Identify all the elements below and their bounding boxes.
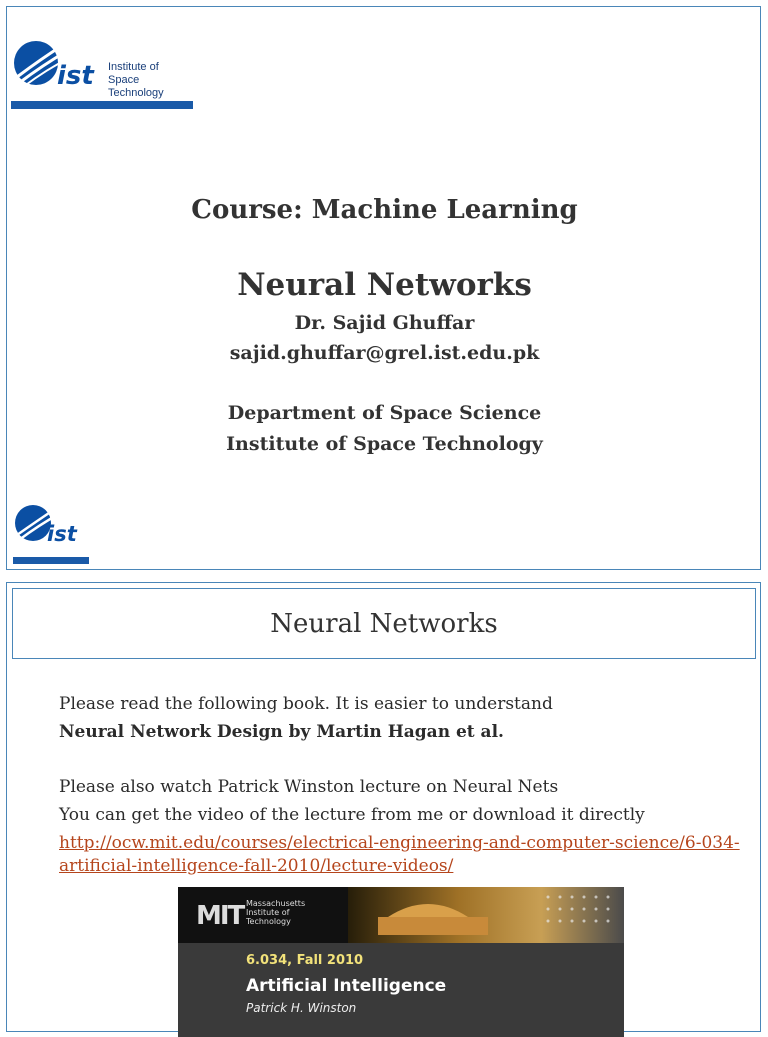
slide-title: Neural Networks	[12, 588, 756, 659]
lecture-link[interactable]: http://ocw.mit.edu/courses/electrical-engineering-and-computer-science/6-034-	[59, 833, 740, 853]
logo-text-line2: Space Technology	[108, 74, 164, 99]
body-text-line: Please also watch Patrick Winston lecture on Neural Nets	[59, 777, 559, 797]
book-title: Neural Network Design by Martin Hagan et al.	[59, 722, 504, 742]
video-thumbnail[interactable]	[178, 887, 624, 1037]
body-text-line: Please read the following book. It is easier to understand	[59, 694, 553, 714]
ist-small-globe-icon	[13, 503, 89, 565]
content-slide	[6, 582, 761, 1032]
video-professor: Patrick H. Winston	[246, 1001, 357, 1015]
body-text-line: You can get the video of the lecture from me or download it directly	[59, 805, 645, 825]
page-title: Neural Networks	[237, 267, 532, 303]
course-title: Course: Machine Learning	[191, 195, 578, 225]
mit-dome-image	[348, 887, 624, 943]
svg-text:ist: ist	[47, 522, 77, 546]
mit-logo: MIT	[196, 901, 244, 931]
video-banner	[178, 887, 624, 943]
lecture-link-continued[interactable]: artificial-intelligence-fall-2010/lecture-videos/	[59, 856, 454, 876]
video-title: Artificial Intelligence	[246, 976, 447, 996]
institute-name: Institute of Space Technology	[226, 433, 543, 455]
department-name: Department of Space Science	[227, 402, 542, 424]
ist-logo	[11, 37, 193, 109]
ist-small-logo	[13, 503, 89, 565]
title-slide	[6, 6, 761, 570]
logo-text-line1: Institute of	[108, 61, 159, 73]
video-course-code: 6.034, Fall 2010	[246, 953, 364, 968]
mit-name: Massachusetts Institute of Technology	[246, 899, 306, 926]
author-email: sajid.ghuffar@grel.ist.edu.pk	[229, 342, 540, 364]
svg-text:ist: ist	[57, 61, 94, 91]
author-name: Dr. Sajid Ghuffar	[294, 312, 475, 334]
